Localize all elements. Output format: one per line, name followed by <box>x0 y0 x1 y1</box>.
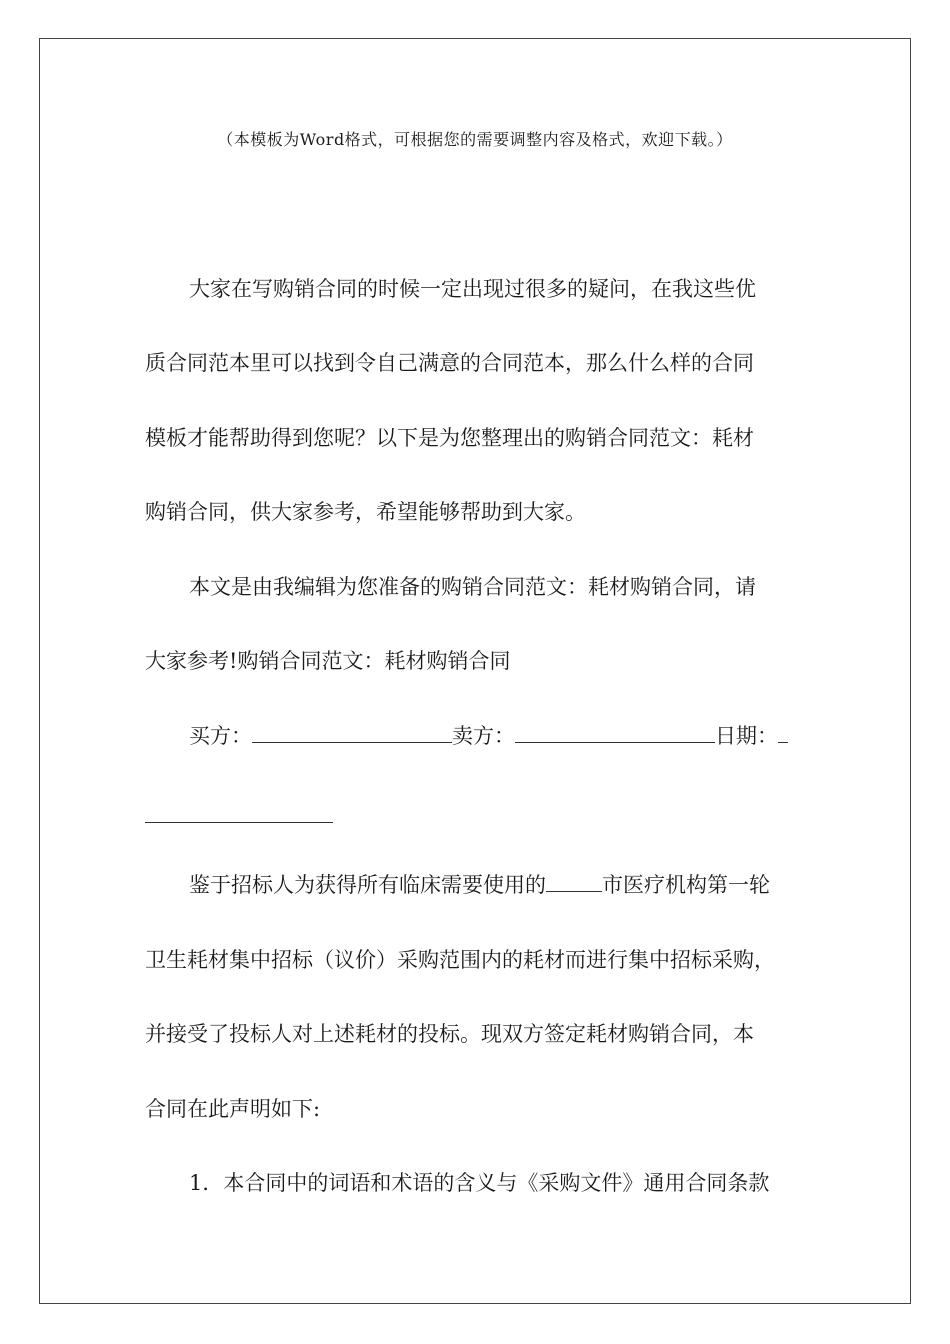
seller-label: 卖方： <box>452 724 515 748</box>
seller-blank <box>515 722 715 743</box>
paragraph-line: 大家参考!购销合同范文：耗材购销合同 <box>145 649 511 673</box>
paragraph-line: 大家在写购销合同的时候一定出现过很多的疑问，在我这些优 <box>189 277 756 301</box>
paragraph-line: 模板才能帮助得到您呢？以下是为您整理出的购销合同范文：耗材 <box>145 426 754 450</box>
paragraph-text: 市医疗机构第一轮 <box>602 873 770 897</box>
parties-line <box>189 721 788 751</box>
date-blank <box>778 722 788 743</box>
template-note: （本模板为Word格式，可根据您的需要调整内容及格式，欢迎下载。） <box>217 130 733 149</box>
buyer-label: 买方： <box>189 724 252 748</box>
city-blank <box>546 871 602 892</box>
paragraph-line: 本文是由我编辑为您准备的购销合同范文：耗材购销合同，请 <box>189 575 756 599</box>
buyer-blank <box>252 722 452 743</box>
date-label: 日期： <box>715 724 778 748</box>
paragraph-text: 鉴于招标人为获得所有临床需要使用的 <box>189 873 546 897</box>
paragraph-line: 购销合同，供大家参考，希望能够帮助到大家。 <box>145 500 586 524</box>
paragraph-line: 并接受了投标人对上述耗材的投标。现双方签定耗材购销合同，本 <box>145 1022 754 1046</box>
paragraph-line <box>189 870 770 900</box>
paragraph-line: 卫生耗材集中招标（议价）采购范围内的耗材而进行集中招标采购， <box>145 948 775 972</box>
date-blank-continuation <box>145 822 333 823</box>
paragraph-line: 合同在此声明如下: <box>145 1097 321 1121</box>
clause-line: 1．本合同中的词语和术语的含义与《采购文件》通用合同条款 <box>189 1171 770 1195</box>
paragraph-line: 质合同范本里可以找到令自己满意的合同范本，那么什么样的合同 <box>145 351 754 375</box>
